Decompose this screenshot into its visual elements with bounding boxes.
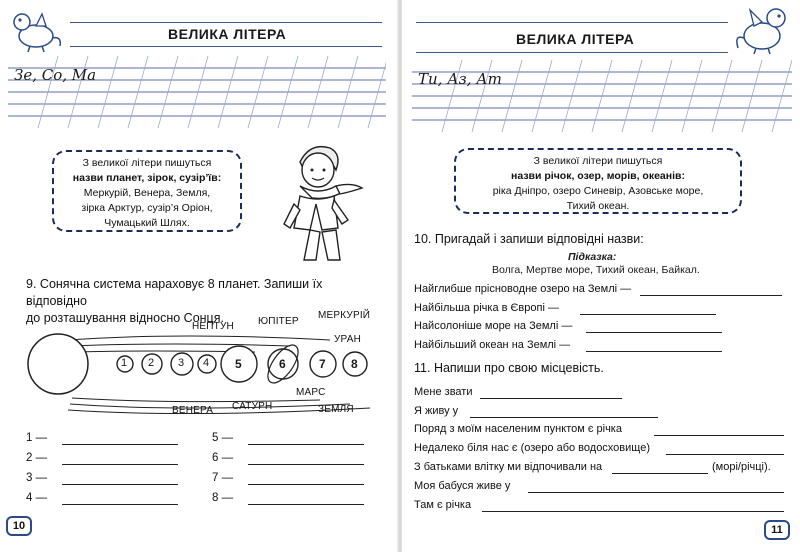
planet-number-2: 2 <box>148 357 155 369</box>
rule-line-2: назви планет, зірок, сузір’їв: <box>72 172 222 184</box>
handwriting-lines[interactable] <box>8 56 386 128</box>
planet-number-5: 5 <box>235 357 242 371</box>
label-neptune: НЕПТУН <box>192 321 234 332</box>
locality-answer-2[interactable] <box>470 417 658 418</box>
rule-box <box>454 148 742 214</box>
question-3-answer[interactable] <box>586 332 722 333</box>
answer-num-1: 1 <box>26 432 33 444</box>
rule-line-1: З великої літери пишуться <box>82 157 212 169</box>
label-jupiter: ЮПІТЕР <box>258 316 299 327</box>
left-page <box>0 0 398 552</box>
task-9-text-2: до розташування відносно Сонця. <box>26 311 224 325</box>
boy-illustration-icon <box>270 140 370 265</box>
answer-line-8[interactable] <box>248 504 364 505</box>
answer-dash: — <box>35 452 48 464</box>
rule-line-3: ріка Дніпро, озеро Синевір, Азовське море, <box>492 185 704 197</box>
answer-dash: — <box>221 472 234 484</box>
answer-num-4: 4 <box>26 492 33 504</box>
right-page <box>402 0 800 552</box>
dragon-mascot-icon <box>8 8 66 52</box>
locality-line-2: Я живу у <box>414 405 459 417</box>
rule-line-4: Тихий океан. <box>566 200 630 212</box>
task-9-number: 9. <box>26 277 37 291</box>
answer-num-8: 8 <box>212 492 219 504</box>
answer-dash: — <box>35 432 48 444</box>
question-2-answer[interactable] <box>580 314 716 315</box>
locality-line-1: Мене звати <box>414 386 473 398</box>
answer-dash: — <box>35 472 48 484</box>
header-bottom-line <box>70 46 382 47</box>
task-11-number: 11. <box>414 361 431 375</box>
answer-dash: — <box>221 432 234 444</box>
answer-line-1[interactable] <box>62 444 178 445</box>
label-mars: МАРС <box>296 387 326 398</box>
planet-number-4: 4 <box>203 357 210 369</box>
task-11 <box>414 360 604 377</box>
answer-dash: — <box>221 492 234 504</box>
locality-answer-7[interactable] <box>482 511 784 512</box>
rule-line-2: назви річок, озер, морів, океанів: <box>511 170 685 182</box>
locality-answer-4[interactable] <box>666 454 784 455</box>
answer-line-5[interactable] <box>248 444 364 445</box>
answer-dash: — <box>35 492 48 504</box>
rule-line-3: Меркурій, Венера, Земля, <box>83 187 211 199</box>
handwriting-lines[interactable] <box>412 60 792 132</box>
answer-line-6[interactable] <box>248 464 364 465</box>
locality-line-5: З батьками влітку ми відпочивали на <box>414 461 603 473</box>
locality-line-7: Там є річка <box>414 499 472 511</box>
answer-line-3[interactable] <box>62 484 178 485</box>
planet-number-6: 6 <box>279 357 286 371</box>
locality-line-6: Моя бабуся живе у <box>414 480 511 492</box>
question-4: Найбільший океан на Землі — <box>414 339 571 351</box>
answer-num-3: 3 <box>26 472 33 484</box>
page-title: ВЕЛИКА ЛІТЕРА <box>168 26 287 42</box>
label-saturn: САТУРН <box>232 401 273 412</box>
locality-answer-6[interactable] <box>528 492 784 493</box>
locality-line-5-suffix: (морі/річці). <box>712 461 771 473</box>
planet-number-1: 1 <box>121 357 128 369</box>
rule-line-5: Чумацький Шлях. <box>104 217 190 229</box>
hint-title: Підказка: <box>568 251 617 263</box>
answer-num-6: 6 <box>212 452 219 464</box>
hint-text: Волга, Мертве море, Тихий океан, Байкал. <box>492 264 700 276</box>
locality-line-4: Недалеко біля нас є (озеро або водосховище) <box>414 442 650 454</box>
question-4-answer[interactable] <box>586 351 722 352</box>
header-top-line <box>70 22 382 23</box>
planet-number-3: 3 <box>178 357 185 369</box>
header-bottom-line <box>416 52 728 53</box>
rule-line-1: З великої літери пишуться <box>533 155 663 167</box>
answer-line-4[interactable] <box>62 504 178 505</box>
answer-line-2[interactable] <box>62 464 178 465</box>
label-uranus: УРАН <box>334 334 362 345</box>
sample-letters: Зе, Со, Ма <box>14 66 97 84</box>
task-10-text: Пригадай і запиши відповідні назви: <box>434 232 644 246</box>
question-2: Найбільша річка в Європі — <box>414 302 559 314</box>
locality-line-3: Поряд з моїм населеним пунктом є річка <box>414 423 622 435</box>
task-10-number: 10. <box>414 232 432 246</box>
rule-box <box>52 150 242 232</box>
label-venus: ВЕНЕРА <box>172 405 214 416</box>
answer-num-2: 2 <box>26 452 33 464</box>
label-earth: ЗЕМЛЯ <box>318 404 354 415</box>
answer-dash: — <box>221 452 234 464</box>
answer-line-7[interactable] <box>248 484 364 485</box>
question-1-answer[interactable] <box>640 295 782 296</box>
sample-letters: Ти, Аз, Ат <box>418 70 502 88</box>
task-9-text-1: Сонячна система нараховує 8 планет. Запиши їх відповідно <box>26 277 323 308</box>
header-top-line <box>416 22 728 23</box>
rule-line-4: зірка Арктур, сузір’я Оріон, <box>81 202 213 214</box>
locality-answer-3[interactable] <box>654 435 784 436</box>
locality-answer-5[interactable] <box>612 473 708 474</box>
task-11-text: Напиши про свою місцевість. <box>433 361 604 375</box>
question-3: Найсолоніше море на Землі — <box>414 320 573 332</box>
task-10 <box>414 231 644 248</box>
planet-number-8: 8 <box>351 357 358 371</box>
page-title: ВЕЛИКА ЛІТЕРА <box>516 31 635 47</box>
dragon-mascot-icon <box>732 4 794 56</box>
page-number-right: 11 <box>764 520 790 540</box>
locality-answer-1[interactable] <box>480 398 622 399</box>
answer-num-7: 7 <box>212 472 219 484</box>
question-1: Найглибше прісноводне озеро на Землі — <box>414 283 632 295</box>
planet-number-7: 7 <box>319 357 326 371</box>
answer-num-5: 5 <box>212 432 219 444</box>
planet-answer-lines <box>26 432 386 512</box>
page-number-left: 10 <box>6 516 32 536</box>
label-mercury: МЕРКУРІЙ <box>318 310 371 321</box>
